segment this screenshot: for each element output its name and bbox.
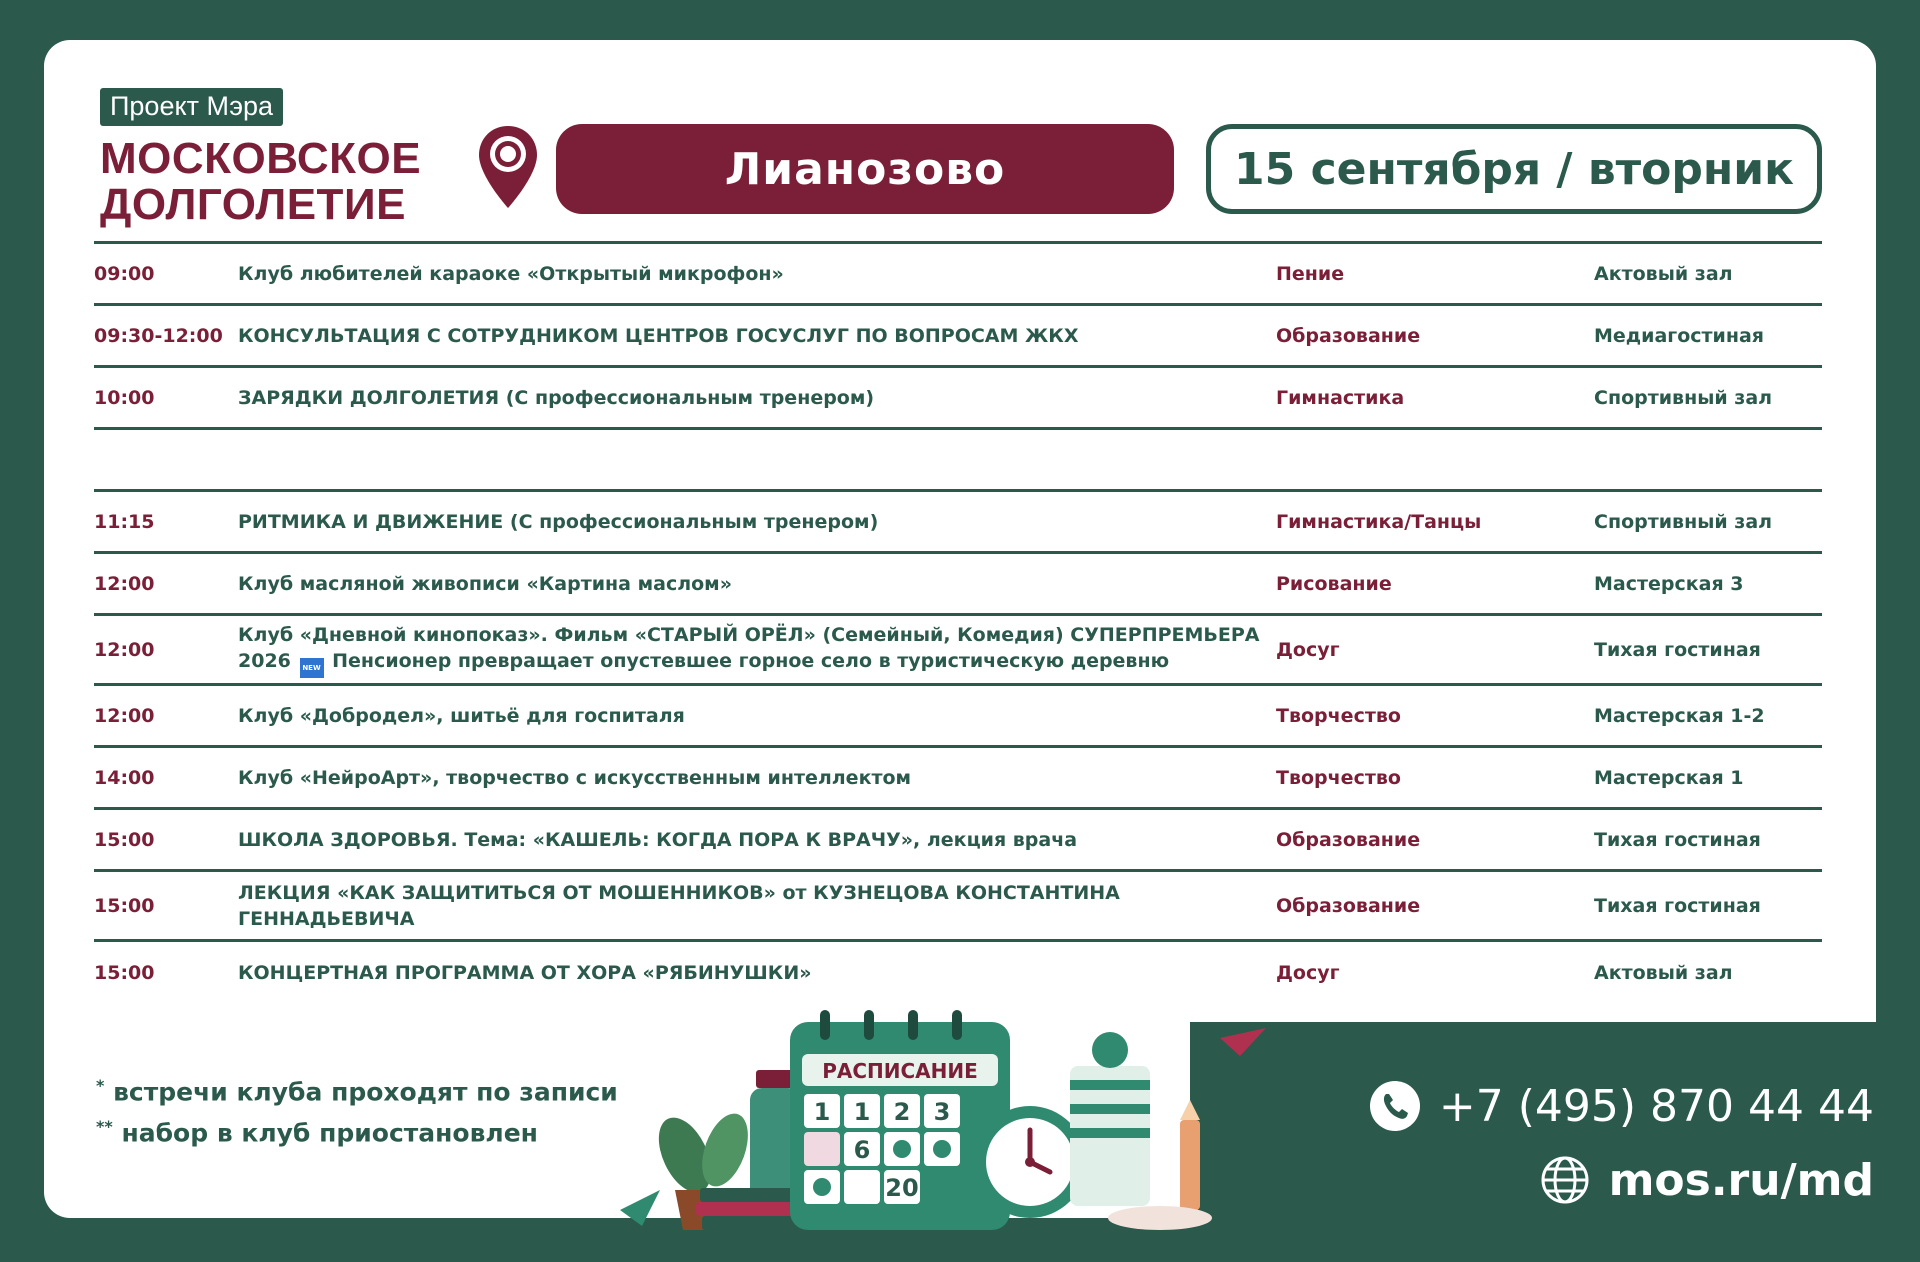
row-room: Мастерская 1 xyxy=(1594,766,1744,789)
row-time: 15:00 xyxy=(94,962,155,984)
row-room: Тихая гостиная xyxy=(1594,638,1761,661)
row-room: Тихая гостиная xyxy=(1594,828,1761,851)
row-category: Досуг xyxy=(1276,962,1340,984)
brand-line-2: ДОЛГОЛЕТИЕ xyxy=(100,180,406,229)
row-category: Образование xyxy=(1276,828,1421,851)
calendar-icon xyxy=(790,1010,1010,1230)
row-title: Клуб любителей караоке «Открытый микрофон» xyxy=(238,262,784,285)
district-banner: Лианозово xyxy=(556,124,1174,214)
table-row xyxy=(94,368,1822,430)
new-badge-icon: NEW xyxy=(300,658,324,678)
row-time: 12:00 xyxy=(94,638,155,661)
row-time: 14:00 xyxy=(94,766,155,789)
calendar-cell: 1 xyxy=(853,1098,871,1126)
footnotes xyxy=(96,1068,618,1151)
table-row xyxy=(94,872,1822,942)
paper-plane-icon xyxy=(1220,1028,1266,1056)
location-pin-icon xyxy=(476,124,540,210)
clock-icon xyxy=(974,1106,1086,1218)
row-title: КОНСУЛЬТАЦИЯ С СОТРУДНИКОМ ЦЕНТРОВ ГОСУСЛУГ ПО ВОПРОСАМ ЖКХ xyxy=(238,324,1079,347)
row-room: Спортивный зал xyxy=(1594,510,1773,533)
calendar-cell: 2 xyxy=(893,1098,911,1126)
row-time: 12:00 xyxy=(94,704,155,727)
calendar-cell: 6 xyxy=(853,1136,871,1164)
table-row xyxy=(94,244,1822,306)
globe-icon xyxy=(1539,1154,1591,1206)
row-time: 11:15 xyxy=(94,510,155,533)
row-title: ШКОЛА ЗДОРОВЬЯ. Тема: «КАШЕЛЬ: КОГДА ПОРА К ВРАЧУ», лекция врача xyxy=(238,828,1078,851)
row-title-part2: Пенсионер превращает опустевшее горное село в туристическую деревню xyxy=(332,649,1170,672)
row-title: Клуб масляной живописи «Картина маслом» xyxy=(238,572,732,595)
table-row xyxy=(94,810,1822,872)
footnote-2 xyxy=(96,1109,618,1150)
brand-line-1: МОСКОВСКОЕ xyxy=(100,134,422,183)
footnote-mark: * xyxy=(96,1076,105,1095)
footnote-text: встречи клуба проходят по записи xyxy=(113,1077,618,1107)
calendar-cell: 20 xyxy=(885,1174,919,1202)
row-room: Мастерская 3 xyxy=(1594,572,1744,595)
row-room: Медиагостиная xyxy=(1594,324,1764,347)
calendar-label: РАСПИСАНИЕ xyxy=(822,1059,978,1083)
row-category: Гимнастика/Танцы xyxy=(1276,510,1482,533)
footnote-1 xyxy=(96,1068,618,1109)
table-row xyxy=(94,616,1822,686)
row-room: Спортивный зал xyxy=(1594,386,1773,409)
row-time: 15:00 xyxy=(94,894,155,917)
calendar-cell: 1 xyxy=(813,1098,831,1126)
stack-icon xyxy=(1070,1032,1150,1206)
table-row xyxy=(94,492,1822,554)
row-category: Образование xyxy=(1276,324,1421,347)
footnote-mark: ** xyxy=(96,1117,113,1137)
row-category: Рисование xyxy=(1276,572,1392,595)
table-row xyxy=(94,306,1822,368)
phone-icon xyxy=(1369,1080,1421,1132)
row-title-part1: Клуб «Дневной кинопоказ». Фильм «СТАРЫЙ ОРЁЛ» (Семейный, Комедия) СУПЕРПРЕМЬЕРА 2026 xyxy=(238,623,1260,672)
row-room: Тихая гостиная xyxy=(1594,894,1761,917)
row-category: Гимнастика xyxy=(1276,386,1405,409)
calendar-cell: 3 xyxy=(933,1098,951,1126)
schedule-table xyxy=(94,244,1822,1004)
site-line[interactable] xyxy=(1369,1154,1874,1206)
schedule-illustration xyxy=(600,990,1290,1230)
row-category: Образование xyxy=(1276,894,1421,917)
row-room: Мастерская 1-2 xyxy=(1594,704,1765,727)
row-room: Актовый зал xyxy=(1594,962,1733,984)
brand-tag: Проект Мэра xyxy=(100,88,283,126)
row-time: 09:30-12:00 xyxy=(94,324,223,347)
row-time: 12:00 xyxy=(94,572,155,595)
table-row-empty xyxy=(94,430,1822,492)
paper-plane-icon xyxy=(620,1190,660,1226)
table-row xyxy=(94,554,1822,616)
row-title: Клуб «Добродел», шитьё для госпиталя xyxy=(238,704,685,727)
contact-block xyxy=(1369,1080,1874,1206)
date-banner: 15 сентября / вторник xyxy=(1206,124,1822,214)
phone-line[interactable] xyxy=(1369,1080,1874,1132)
row-time: 15:00 xyxy=(94,828,155,851)
table-row xyxy=(94,748,1822,810)
row-category: Творчество xyxy=(1276,766,1401,789)
row-title xyxy=(238,622,1278,678)
row-category: Пение xyxy=(1276,262,1345,285)
row-time: 10:00 xyxy=(94,386,155,409)
row-room: Актовый зал xyxy=(1594,262,1733,285)
row-title: Клуб «НейроАрт», творчество с искусственным интеллектом xyxy=(238,766,912,789)
site-url: mos.ru/md xyxy=(1608,1154,1874,1206)
row-title: ЗАРЯДКИ ДОЛГОЛЕТИЯ (С профессиональным тренером) xyxy=(238,386,875,409)
row-title: КОНЦЕРТНАЯ ПРОГРАММА ОТ ХОРА «РЯБИНУШКИ» xyxy=(238,962,812,984)
table-row xyxy=(94,686,1822,748)
row-category: Досуг xyxy=(1276,638,1340,661)
brand-logo xyxy=(100,88,421,228)
phone-number: +7 (495) 870 44 44 xyxy=(1438,1080,1874,1132)
row-category: Творчество xyxy=(1276,704,1401,727)
footnote-text: набор в клуб приостановлен xyxy=(121,1118,538,1148)
row-title: РИТМИКА И ДВИЖЕНИЕ (С профессиональным тренером) xyxy=(238,510,879,533)
row-title: ЛЕКЦИЯ «КАК ЗАЩИТИТЬСЯ ОТ МОШЕННИКОВ» от КУЗНЕЦОВА КОНСТАНТИНА ГЕННАДЬЕВИЧА xyxy=(238,881,1120,930)
row-time: 09:00 xyxy=(94,262,155,285)
